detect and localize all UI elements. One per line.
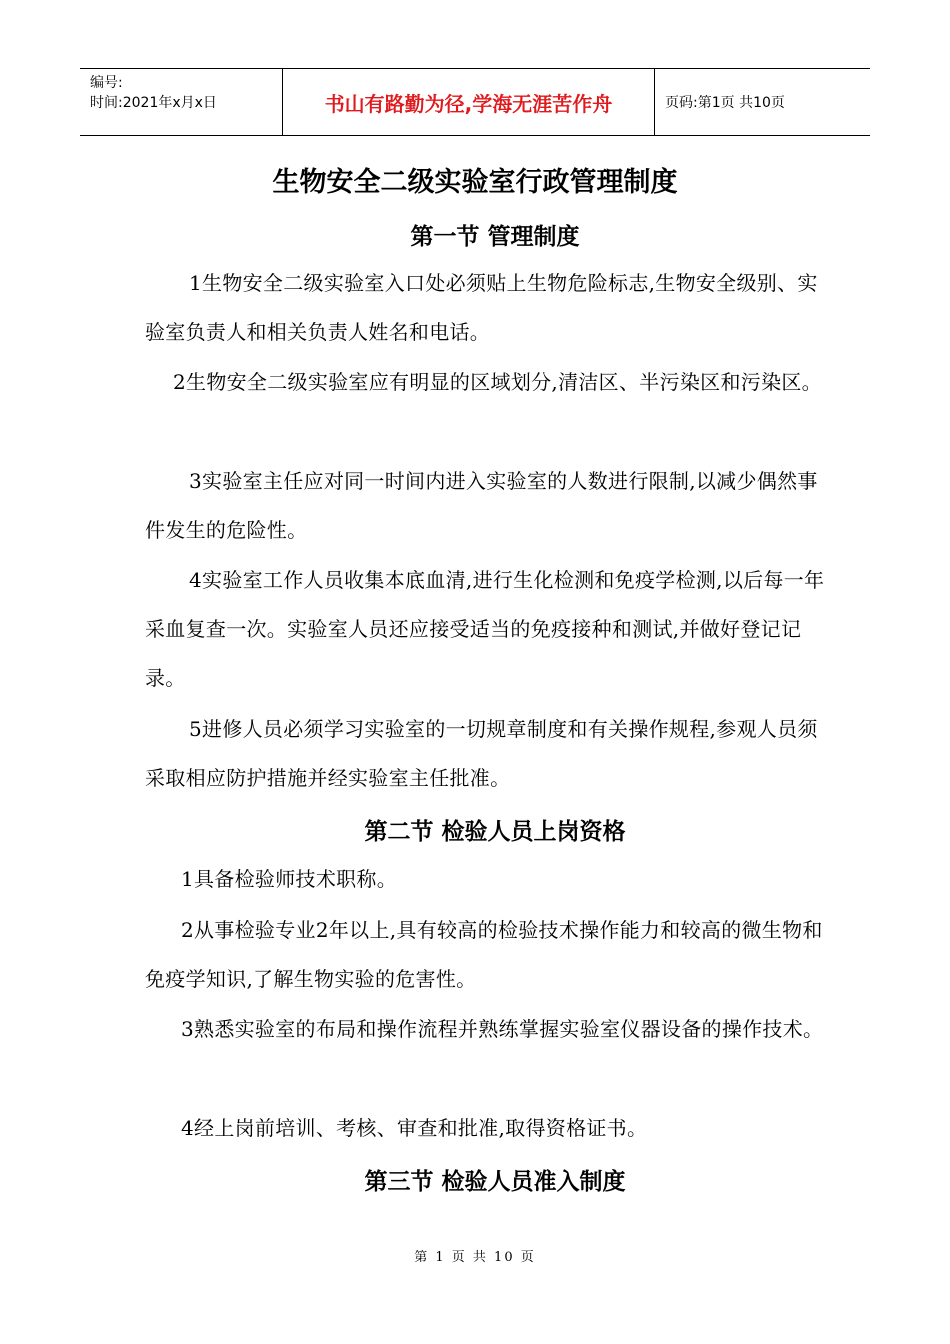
- paragraph: 3熟悉实验室的布局和操作流程并熟练掌握实验室仪器设备的操作技术。: [181, 1017, 824, 1041]
- paragraph: 1生物安全二级实验室入口处必须贴上生物危险标志,生物安全级别、实验室负责人和相关负责人姓名和电话。: [145, 271, 818, 344]
- paragraph: 5进修人员必须学习实验室的一切规章制度和有关操作规程,参观人员须采取相应防护措施并经实验室主任批准。: [145, 717, 818, 790]
- document-title: 生物安全二级实验室行政管理制度: [272, 167, 678, 198]
- number-label: 编号:: [90, 75, 123, 91]
- page-footer: 第 1 页 共 10 页: [414, 1250, 536, 1265]
- section-heading-1: 第一节 管理制度: [410, 224, 580, 250]
- header-motto: 书山有路勤为径,学海无涯苦作舟: [283, 69, 655, 135]
- paragraph: 2从事检验专业2年以上,具有较高的检验技术操作能力和较高的微生物和免疫学知识,了解生物实验的危害性。: [145, 918, 823, 991]
- paragraph: 1具备检验师技术职称。: [181, 867, 398, 891]
- paragraph: 3实验室主任应对同一时间内进入实验室的人数进行限制,以减少偶然事件发生的危险性。: [145, 469, 818, 542]
- header-page-info: 页码:第1页 共10页: [665, 95, 785, 111]
- time-label: 时间:2021年x月x日: [90, 95, 217, 111]
- paragraph: 4实验室工作人员收集本底血清,进行生化检测和免疫学检测,以后每一年采血复查一次。实验室人员还应接受适当的免疫接种和测试,并做好登记记录。: [145, 568, 825, 690]
- document-header: [80, 68, 870, 136]
- paragraph: 4经上岗前培训、考核、审查和批准,取得资格证书。: [181, 1116, 648, 1140]
- section-heading-2: 第二节 检验人员上岗资格: [364, 819, 626, 845]
- paragraph: 2生物安全二级实验室应有明显的区域划分,清洁区、半污染区和污染区。: [173, 370, 822, 394]
- header-meta: [80, 69, 283, 135]
- section-heading-3: 第三节 检验人员准入制度: [364, 1169, 626, 1195]
